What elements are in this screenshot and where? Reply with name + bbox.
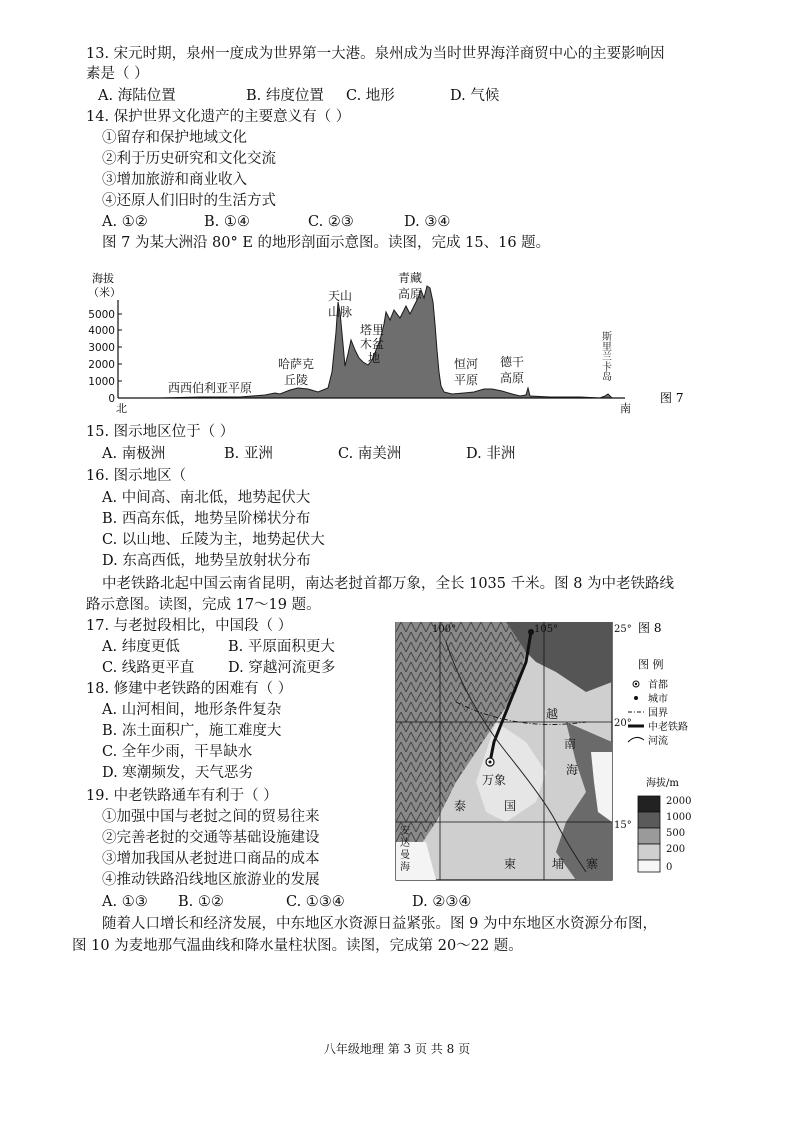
map-label-cam-1: 柬 <box>504 857 517 871</box>
q14-stem: 14. 保护世界文化遗产的主要意义有（ ） <box>86 109 351 125</box>
fig7-north-label: 北 <box>116 402 127 414</box>
q19-options <box>102 892 582 912</box>
q15-stem: 15. 图示地区位于（ ） <box>86 424 235 440</box>
q17-stem: 17. 与老挝段相比，中国段（ ） <box>86 618 293 634</box>
fig7-terrain-profile <box>80 262 700 414</box>
elev-label-0: 0 <box>666 862 673 873</box>
q17-option-a[interactable]: A. 纬度更低 <box>102 639 180 655</box>
label-srilanka-4: 卡 <box>602 362 612 373</box>
elev-swatch-1000 <box>638 812 660 828</box>
fig8-lon-105: 105° <box>534 624 559 635</box>
elev-swatch-2000 <box>638 796 660 812</box>
q14-option-a[interactable]: A. ①② <box>102 214 148 230</box>
page-footer: 八年级地理 第 3 页 共 8 页 <box>323 1042 471 1056</box>
q13-option-d[interactable]: D. 气候 <box>450 88 500 104</box>
q15-option-a[interactable]: A. 南极洲 <box>102 446 166 462</box>
q18-option-c[interactable]: C. 全年少雨，干旱缺水 <box>102 744 253 760</box>
q15-option-d[interactable]: D. 非洲 <box>466 446 516 462</box>
q19-option-b[interactable]: B. ①② <box>178 894 224 910</box>
q14-item-3: ③增加旅游和商业收入 <box>102 172 247 188</box>
legend-title: 图 例 <box>638 658 664 671</box>
label-tibet-1: 青藏 <box>398 271 423 285</box>
legend-capital: 首都 <box>648 680 668 691</box>
q13-option-b[interactable]: B. 纬度位置 <box>246 88 324 104</box>
map-capital-dot <box>489 761 492 764</box>
label-srilanka-3: 兰 <box>602 352 612 363</box>
map-label-andaman-1: 安 <box>400 826 410 837</box>
q19-option-c[interactable]: C. ①③④ <box>286 894 345 910</box>
fig9-intro-line1: 随着人口增长和经济发展，中东地区水资源日益紧张。图 9 为中东地区水资源分布图， <box>102 916 657 932</box>
fig7-ytick-4000: 4000 <box>88 325 115 337</box>
fig8-intro-line1: 中老铁路北起中国云南省昆明，南达老挝首都万象，全长 1035 千米。图 8 为中老铁路线 <box>102 576 675 592</box>
elevation-title: 海拔/m <box>646 778 679 789</box>
q17-option-b[interactable]: B. 平原面积更大 <box>228 639 335 655</box>
q14-option-d[interactable]: D. ③④ <box>404 214 451 230</box>
q13-stem-line1: 13. 宋元时期，泉州一度成为世界第一大港。泉州成为当时世界海洋商贸中心的主要影响因 <box>86 46 665 62</box>
map-label-nan: 南 <box>564 737 577 751</box>
q14-item-2: ②利于历史研究和文化交流 <box>102 151 276 167</box>
fig7-caption: 图 7 <box>660 391 684 405</box>
map-label-andaman-3: 曼 <box>400 850 410 861</box>
q13-options <box>98 86 738 106</box>
fig7-south-label: 南 <box>620 402 631 414</box>
q16-stem: 16. 图示地区（ <box>86 468 187 484</box>
label-tarim-3: 地 <box>368 351 381 365</box>
q18-option-a[interactable]: A. 山河相间，地形条件复杂 <box>102 702 282 718</box>
elev-swatch-200 <box>638 844 660 860</box>
fig8-railway-map <box>386 622 716 892</box>
legend-river-icon <box>628 737 644 742</box>
map-label-guo: 国 <box>504 799 517 813</box>
q17-options-row2 <box>102 658 392 678</box>
label-tarim-2: 木盆 <box>360 337 385 351</box>
fig7-yaxis-unit: （米） <box>88 286 121 299</box>
label-deccan-2: 高原 <box>500 371 525 385</box>
elev-label-200: 200 <box>666 844 686 855</box>
elev-label-2000: 2000 <box>666 796 692 807</box>
q19-option-d[interactable]: D. ②③④ <box>412 894 472 910</box>
label-tianshan-2: 山脉 <box>328 305 353 319</box>
map-label-cam-2: 埔 <box>552 857 565 871</box>
q15-option-b[interactable]: B. 亚洲 <box>224 446 273 462</box>
q19-option-a[interactable]: A. ①③ <box>102 894 148 910</box>
label-srilanka-5: 岛 <box>602 372 612 383</box>
q16-option-a[interactable]: A. 中间高、南北低，地势起伏大 <box>102 490 311 506</box>
map-label-andaman-4: 海 <box>400 862 410 873</box>
fig7-ytick-5000: 5000 <box>88 309 115 321</box>
fig8-lon-100: 100° <box>432 624 457 635</box>
legend-city: 城市 <box>648 694 668 705</box>
label-tianshan-1: 天山 <box>328 289 353 303</box>
label-srilanka-2: 里 <box>602 342 612 353</box>
elev-swatch-500 <box>638 828 660 844</box>
label-west-siberian-plain: 西西伯利亚平原 <box>168 381 253 395</box>
legend-railway: 中老铁路 <box>648 722 688 733</box>
map-label-vientiane: 万象 <box>482 773 507 787</box>
q13-option-a[interactable]: A. 海陆位置 <box>98 88 176 104</box>
map-label-hai: 海 <box>566 763 579 777</box>
q14-item-4: ④还原人们旧时的生活方式 <box>102 193 276 209</box>
fig8-lat-25: 25° <box>614 624 632 635</box>
label-deccan-1: 德干 <box>500 355 525 369</box>
q18-option-d[interactable]: D. 寒潮频发，天气恶劣 <box>102 765 253 781</box>
legend-capital-dot <box>635 683 637 685</box>
q19-item-3: ③增加我国从老挝进口商品的成本 <box>102 851 320 867</box>
elev-swatch-0 <box>638 860 660 872</box>
label-srilanka-1: 斯 <box>602 332 612 343</box>
fig8-intro-line2: 路示意图。读图，完成 17～19 题。 <box>86 597 321 613</box>
label-kazakh-2: 丘陵 <box>284 373 309 387</box>
map-label-vietnam: 越 <box>546 707 559 721</box>
map-label-andaman-2: 达 <box>400 838 410 849</box>
fig7-intro: 图 7 为某大洲沿 80° E 的地形剖面示意图。读图，完成 15、16 题。 <box>102 235 551 251</box>
legend-border: 国界 <box>648 708 668 719</box>
label-ganges-1: 恒河 <box>454 357 479 371</box>
q15-option-c[interactable]: C. 南美洲 <box>338 446 402 462</box>
label-tibet-2: 高原 <box>398 287 423 301</box>
q18-stem: 18. 修建中老铁路的困难有（ ） <box>86 681 293 697</box>
map-label-cam-3: 寨 <box>586 857 599 871</box>
q18-option-b[interactable]: B. 冻土面积广，施工难度大 <box>102 723 282 739</box>
q19-item-4: ④推动铁路沿线地区旅游业的发展 <box>102 872 320 888</box>
q13-option-c[interactable]: C. 地形 <box>346 88 395 104</box>
elev-label-1000: 1000 <box>666 812 692 823</box>
q17-option-c[interactable]: C. 线路更平直 <box>102 660 195 676</box>
fig8-lat-20: 20° <box>614 718 632 729</box>
label-tarim-1: 塔里 <box>360 323 385 337</box>
q19-stem: 19. 中老铁路通车有利于（ ） <box>86 788 278 804</box>
q16-option-c[interactable]: C. 以山地、丘陵为主，地势起伏大 <box>102 532 325 548</box>
fig7-yaxis-title: 海拔 <box>92 272 114 285</box>
elev-label-500: 500 <box>666 828 686 839</box>
fig7-ytick-3000: 3000 <box>88 342 115 354</box>
map-label-tai: 泰 <box>454 799 467 813</box>
q17-options-row1 <box>102 637 392 657</box>
q14-options <box>102 212 742 232</box>
q19-item-1: ①加强中国与老挝之间的贸易往来 <box>102 809 320 825</box>
q14-item-1: ①留存和保护地域文化 <box>102 130 247 146</box>
legend-city-icon <box>634 696 638 700</box>
q14-option-c[interactable]: C. ②③ <box>308 214 354 230</box>
label-kazakh-1: 哈萨克 <box>278 357 315 371</box>
fig7-ytick-2000: 2000 <box>88 359 115 371</box>
q19-item-2: ②完善老挝的交通等基础设施建设 <box>102 830 320 846</box>
fig8-lat-15: 15° <box>614 820 632 831</box>
label-ganges-2: 平原 <box>454 373 479 387</box>
fig7-ytick-1000: 1000 <box>88 376 115 388</box>
q15-options <box>102 444 742 464</box>
fig8-caption: 图 8 <box>638 622 662 635</box>
q13-stem-line2: 素是（ ） <box>86 66 149 82</box>
q16-option-d[interactable]: D. 东高西低，地势呈放射状分布 <box>102 553 311 569</box>
legend-river: 河流 <box>648 736 668 747</box>
fig9-intro-line2: 图 10 为麦地那气温曲线和降水量柱状图。读图，完成第 20～22 题。 <box>72 938 523 954</box>
q14-option-b[interactable]: B. ①④ <box>204 214 250 230</box>
q16-option-b[interactable]: B. 西高东低，地势呈阶梯状分布 <box>102 511 311 527</box>
fig7-ytick-0: 0 <box>108 393 115 405</box>
q17-option-d[interactable]: D. 穿越河流更多 <box>228 660 336 676</box>
